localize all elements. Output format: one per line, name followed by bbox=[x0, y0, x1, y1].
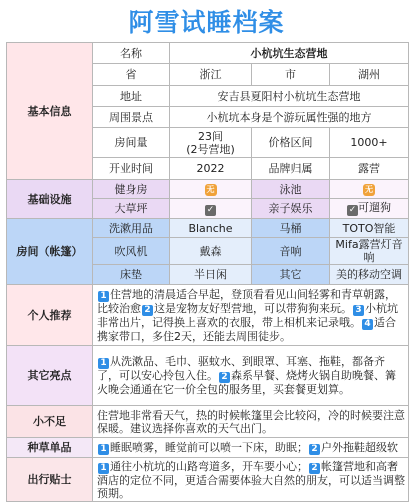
value-name: 小杭坑生态营地 bbox=[170, 43, 409, 64]
row-highlight bbox=[7, 346, 409, 406]
label-brand: 品牌归属 bbox=[252, 158, 330, 180]
label-city: 市 bbox=[252, 64, 330, 86]
label-rooms: 房间量 bbox=[93, 128, 170, 158]
value-province: 浙江 bbox=[170, 64, 252, 86]
label-gym: 健身房 bbox=[93, 180, 170, 199]
number-badge: 2 bbox=[219, 372, 230, 383]
highlight-text bbox=[93, 346, 409, 406]
value-rooms bbox=[170, 128, 252, 158]
label-kids: 亲子娱乐 bbox=[252, 199, 330, 219]
section-recommend: 个人推荐 bbox=[7, 285, 93, 346]
section-facility: 基础设施 bbox=[7, 180, 93, 219]
value-toiletries: Blanche bbox=[170, 219, 252, 238]
page-title: 阿雪试睡档案 bbox=[128, 8, 285, 37]
value-rooms-line1: 23间 bbox=[198, 129, 223, 143]
label-address: 地址 bbox=[93, 86, 170, 107]
no-icon: 无 bbox=[365, 185, 373, 194]
value-toilet: TOTO智能 bbox=[330, 219, 409, 238]
number-badge: 2 bbox=[142, 305, 153, 316]
value-rooms-line2: (2号营地) bbox=[186, 142, 235, 156]
label-toiletries: 洗漱用品 bbox=[93, 219, 170, 238]
tips-item: 通往小杭坑的山路弯道多，开车要小心； bbox=[110, 459, 308, 473]
number-badge: 1 bbox=[98, 291, 109, 302]
value-scenery: 小杭坑本身是个游玩属性强的地方 bbox=[170, 107, 409, 128]
no-icon: 无 bbox=[206, 185, 215, 194]
merch-text bbox=[93, 438, 409, 458]
recommend-item: 适合携家带口，多住2天，还能去周围徒步。 bbox=[97, 315, 396, 343]
tips-text bbox=[93, 458, 409, 502]
label-toilet: 马桶 bbox=[252, 219, 330, 238]
label-name: 名称 bbox=[93, 43, 170, 64]
checkbox-checked-icon: ✓ bbox=[348, 205, 357, 215]
merch-item: 睡眠喷雾，睡觉前可以喷一下床，助眠； bbox=[110, 440, 308, 454]
label-pool: 泳池 bbox=[252, 180, 330, 199]
section-merch: 种草单品 bbox=[7, 438, 93, 458]
label-price: 价格区间 bbox=[252, 128, 330, 158]
row-bad bbox=[7, 406, 409, 438]
label-bed: 床垫 bbox=[93, 265, 170, 285]
label-dryer: 吹风机 bbox=[93, 238, 170, 265]
label-lawn: 大草坪 bbox=[93, 199, 170, 219]
value-city: 湖州 bbox=[330, 64, 409, 86]
recommend-item: 小杭坑非常出片，记得换上喜欢的衣服，带上相机来记录哦。 bbox=[97, 301, 398, 329]
number-badge: 1 bbox=[98, 444, 109, 455]
value-kids-text: 可遛狗 bbox=[358, 201, 391, 214]
section-tips: 出行贴士 bbox=[7, 458, 93, 502]
value-price: 1000+ bbox=[330, 128, 409, 158]
info-table bbox=[6, 42, 409, 502]
value-other: 美的移动空调 bbox=[330, 265, 409, 285]
row-tips bbox=[7, 458, 409, 502]
highlight-item: 森系早餐、烧烤火锅自助晚餐、篝火晚会通通在它一价全包的服务里，买套餐更划算。 bbox=[97, 369, 396, 396]
section-basic: 基本信息 bbox=[7, 43, 93, 180]
value-speaker: Mifa露营灯音响 bbox=[330, 238, 409, 265]
number-badge: 1 bbox=[98, 358, 109, 369]
row-merch bbox=[7, 438, 409, 458]
number-badge: 2 bbox=[309, 463, 320, 474]
label-other: 其它 bbox=[252, 265, 330, 285]
value-kids bbox=[330, 199, 409, 219]
row-recommend bbox=[7, 285, 409, 346]
value-brand: 露营 bbox=[330, 158, 409, 180]
merch-item: 户外拖鞋超级软 bbox=[321, 440, 398, 454]
section-highlight: 其它亮点 bbox=[7, 346, 93, 406]
value-opened: 2022 bbox=[170, 158, 252, 180]
value-pool bbox=[330, 180, 409, 199]
label-scenery: 周围景点 bbox=[93, 107, 170, 128]
value-bed: 半日闲 bbox=[170, 265, 252, 285]
section-room: 房间（帐篷） bbox=[7, 219, 93, 285]
recommend-text bbox=[93, 285, 409, 346]
value-gym bbox=[170, 180, 252, 199]
row-name bbox=[7, 43, 409, 64]
tips-item: 帐篷营地和高奢酒店的定位不同，更适合需要体验大自然的朋友，可以适当调整预期。 bbox=[97, 459, 405, 500]
label-province: 省 bbox=[93, 64, 170, 86]
recommend-item: 住营地的清晨适合早起，登顶看看见山间轻雾和青草朝露，比较治愈 bbox=[97, 287, 396, 315]
title-bar bbox=[0, 0, 413, 42]
label-opened: 开业时间 bbox=[93, 158, 170, 180]
checkbox-checked-icon: ✓ bbox=[206, 205, 215, 215]
recommend-item: 这是宠物友好型营地，可以带狗狗来玩。 bbox=[154, 301, 352, 315]
row-toiletries bbox=[7, 219, 409, 238]
number-badge: 4 bbox=[362, 319, 373, 330]
number-badge: 2 bbox=[309, 444, 320, 455]
section-bad: 小不足 bbox=[7, 406, 93, 438]
highlight-item: 从洗漱品、毛巾、驱蚊水、到眼罩、耳塞、拖鞋，都备齐了，可以安心拎包入住。 bbox=[97, 355, 385, 382]
value-dryer: 戴森 bbox=[170, 238, 252, 265]
value-address: 安吉县夏阳村小杭坑生态营地 bbox=[170, 86, 409, 107]
number-badge: 3 bbox=[353, 305, 364, 316]
value-lawn bbox=[170, 199, 252, 219]
label-speaker: 音响 bbox=[252, 238, 330, 265]
number-badge: 1 bbox=[98, 463, 109, 474]
row-gym bbox=[7, 180, 409, 199]
bad-text: 住营地非常看天气，热的时候帐篷里会比较闷，冷的时候要注意保暖。建议选择你喜欢的天气出门。 bbox=[93, 406, 409, 438]
